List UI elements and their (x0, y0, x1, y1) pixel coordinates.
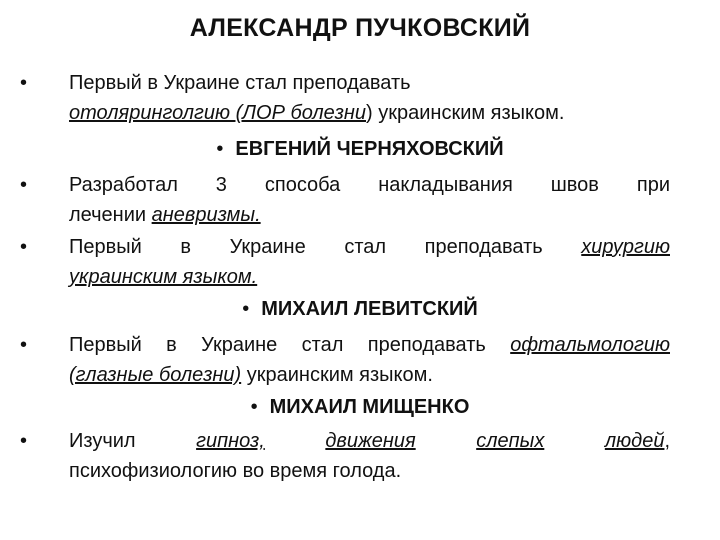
ophthalmology-term: офтальмологию (510, 334, 670, 356)
movements-term: движения (325, 430, 416, 452)
blind-term: слепых (476, 430, 545, 452)
bullet-pukhkovsky-teaching: • Первый в Украине стал преподавать отоляринголгию (ЛОР болезни) украинским языком. (20, 68, 670, 128)
bullet-icon: • (20, 430, 28, 452)
bullet-icon: • (20, 174, 28, 196)
bullet-icon: • (216, 138, 224, 160)
bullet-hypnosis-study: • Изучил гипноз, движения слепых людей, психофизиологию во время голода. (20, 426, 670, 486)
slide-title: АЛЕКСАНДР ПУЧКОВСКИЙ (189, 14, 531, 42)
eye-diseases-term: (глазные болезни) (69, 364, 242, 386)
aneurysm-term: аневризмы. (151, 204, 261, 226)
bullet-line: Первый в Украине стал преподавать (69, 72, 411, 94)
hypnosis-term: гипноз, (196, 430, 265, 452)
ukrainian-language-term: украинским языком. (69, 266, 258, 288)
bullet-icon: • (20, 334, 28, 356)
section-heading-mishchenko: • МИХАИЛ МИЩЕНКО (250, 396, 470, 418)
surgery-term: хирургию (581, 236, 670, 258)
bullet-icon: • (242, 298, 250, 320)
bullet-line: Разработал 3 способа накладывания швов при (69, 174, 670, 196)
bullet-icon: • (20, 236, 28, 258)
bullet-aneurysm-sutures: • Разработал 3 способа накладывания швов при лечении аневризмы. (20, 170, 670, 230)
bullet-line: психофизиологию во время голода. (69, 460, 402, 482)
bullet-icon: • (20, 72, 28, 94)
bullet-ophthalmology-teaching: • Первый в Украине стал преподавать офтальмологию (глазные болезни) украинским языком. (20, 330, 670, 390)
ent-term: отоляринголгию (ЛОР болезни (69, 102, 367, 124)
section-heading-levitsky: • МИХАИЛ ЛЕВИТСКИЙ (242, 298, 478, 320)
section-heading-chernyakhovsky: • ЕВГЕНИЙ ЧЕРНЯХОВСКИЙ (216, 138, 504, 160)
bullet-icon: • (250, 396, 258, 418)
bullet-surgery-teaching: • Первый в Украине стал преподавать хирургию украинским языком. (20, 232, 670, 292)
people-term: людей (604, 430, 665, 452)
